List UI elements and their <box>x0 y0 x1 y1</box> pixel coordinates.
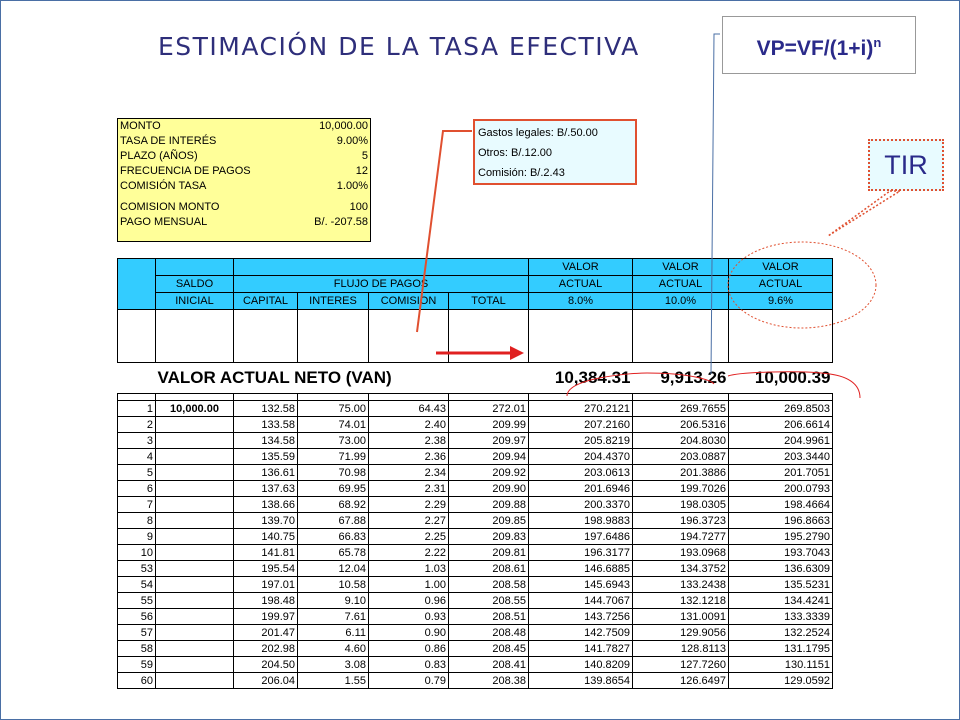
cell-capital: 202.98 <box>234 641 298 657</box>
cell-va-9-6: 203.3440 <box>729 449 833 465</box>
param-label: FRECUENCIA DE PAGOS <box>120 165 251 177</box>
cell-total: 208.45 <box>449 641 529 657</box>
cell-comision: 2.40 <box>369 417 449 433</box>
cell-period: 60 <box>118 673 156 689</box>
cell-va-9-6: 195.2790 <box>729 529 833 545</box>
cell-va-10: 131.0091 <box>633 609 729 625</box>
tir-highlight-ellipse <box>728 242 876 328</box>
cell-va-8: 145.6943 <box>529 577 633 593</box>
van-label: VALOR ACTUAL NETO (VAN) <box>118 363 529 394</box>
cell-total: 209.83 <box>449 529 529 545</box>
cell-va-10: 203.0887 <box>633 449 729 465</box>
cell-va-10: 204.8030 <box>633 433 729 449</box>
cell-period: 9 <box>118 529 156 545</box>
cell-comision: 64.43 <box>369 401 449 417</box>
cell-total: 208.48 <box>449 625 529 641</box>
cell-interes: 66.83 <box>298 529 369 545</box>
cell-va-10: 201.3886 <box>633 465 729 481</box>
cell-va-9-6: 133.3339 <box>729 609 833 625</box>
cell-comision: 0.86 <box>369 641 449 657</box>
cell-capital: 132.58 <box>234 401 298 417</box>
param-value: 1.00% <box>336 180 368 192</box>
cell-capital: 135.59 <box>234 449 298 465</box>
cell-capital: 140.75 <box>234 529 298 545</box>
cell-interes: 73.00 <box>298 433 369 449</box>
cell-va-8: 140.8209 <box>529 657 633 673</box>
cell-comision: 2.31 <box>369 481 449 497</box>
cell-interes: 68.92 <box>298 497 369 513</box>
param-label: COMISIÓN TASA <box>120 180 207 192</box>
cell-va-8: 203.0613 <box>529 465 633 481</box>
cell-total: 208.38 <box>449 673 529 689</box>
cell-comision: 2.27 <box>369 513 449 529</box>
cell-va-8: 201.6946 <box>529 481 633 497</box>
cell-interes: 4.60 <box>298 641 369 657</box>
cell-va-9-6: 193.7043 <box>729 545 833 561</box>
cell-period: 2 <box>118 417 156 433</box>
cell-interes: 9.10 <box>298 593 369 609</box>
cell-capital: 133.58 <box>234 417 298 433</box>
van-arrowhead <box>510 346 524 360</box>
cell-total: 209.97 <box>449 433 529 449</box>
cell-va-10: 193.0968 <box>633 545 729 561</box>
header-va-10: VALOR <box>633 259 729 276</box>
cell-va-9-6: 204.9961 <box>729 433 833 449</box>
param-label: PLAZO (AÑOS) <box>120 150 198 162</box>
cell-va-8: 139.8654 <box>529 673 633 689</box>
cell-total: 209.92 <box>449 465 529 481</box>
bracket-mark <box>728 372 860 398</box>
cell-period: 55 <box>118 593 156 609</box>
cell-period: 10 <box>118 545 156 561</box>
bracket-mark <box>567 373 714 396</box>
cell-comision: 2.34 <box>369 465 449 481</box>
cell-total: 209.99 <box>449 417 529 433</box>
cell-va-9-6: 129.0592 <box>729 673 833 689</box>
cell-va-9-6: 206.6614 <box>729 417 833 433</box>
cell-interes: 74.01 <box>298 417 369 433</box>
cell-period: 54 <box>118 577 156 593</box>
cell-capital: 197.01 <box>234 577 298 593</box>
cell-va-8: 270.2121 <box>529 401 633 417</box>
param-label: PAGO MENSUAL <box>120 216 208 228</box>
cell-total: 208.55 <box>449 593 529 609</box>
cell-interes: 7.61 <box>298 609 369 625</box>
cell-capital: 137.63 <box>234 481 298 497</box>
cell-saldo-inicial: 10,000.00 <box>156 401 234 417</box>
cost-item: Comisión: B/.2.43 <box>478 167 565 179</box>
cell-period: 7 <box>118 497 156 513</box>
header-va-9-6: VALOR <box>729 259 833 276</box>
van-value-10: 9,913.26 <box>633 363 729 394</box>
cell-comision: 0.90 <box>369 625 449 641</box>
cell-capital: 204.50 <box>234 657 298 673</box>
cell-comision: 0.83 <box>369 657 449 673</box>
cell-va-10: 126.6497 <box>633 673 729 689</box>
cell-total: 208.51 <box>449 609 529 625</box>
cell-interes: 75.00 <box>298 401 369 417</box>
param-label: COMISION MONTO <box>120 201 220 213</box>
cell-period: 5 <box>118 465 156 481</box>
header-flujo: FLUJO DE PAGOS <box>234 276 529 293</box>
cell-comision: 2.22 <box>369 545 449 561</box>
param-value: 100 <box>349 201 368 213</box>
cell-va-10: 206.5316 <box>633 417 729 433</box>
cell-va-10: 269.7655 <box>633 401 729 417</box>
cell-va-10: 127.7260 <box>633 657 729 673</box>
cell-capital: 195.54 <box>234 561 298 577</box>
cell-va-9-6: 134.4241 <box>729 593 833 609</box>
cell-va-9-6: 131.1795 <box>729 641 833 657</box>
cell-period: 58 <box>118 641 156 657</box>
cell-period: 3 <box>118 433 156 449</box>
cell-comision: 2.29 <box>369 497 449 513</box>
cell-interes: 67.88 <box>298 513 369 529</box>
cell-va-10: 199.7026 <box>633 481 729 497</box>
formula-exponent: n <box>873 35 882 50</box>
cell-interes: 65.78 <box>298 545 369 561</box>
cell-va-10: 134.3752 <box>633 561 729 577</box>
cell-va-8: 143.7256 <box>529 609 633 625</box>
param-value: 12 <box>355 165 368 177</box>
cell-va-8: 196.3177 <box>529 545 633 561</box>
cell-capital: 136.61 <box>234 465 298 481</box>
cell-comision: 1.03 <box>369 561 449 577</box>
cell-va-8: 205.8219 <box>529 433 633 449</box>
param-label: MONTO <box>120 120 161 132</box>
cell-va-9-6: 136.6309 <box>729 561 833 577</box>
cell-va-9-6: 196.8663 <box>729 513 833 529</box>
slide-title: ESTIMACIÓN DE LA TASA EFECTIVA <box>158 32 640 61</box>
note-pointer-line <box>417 131 472 332</box>
header-va-8: ACTUAL <box>529 276 633 293</box>
cell-va-8: 198.9883 <box>529 513 633 529</box>
cell-interes: 10.58 <box>298 577 369 593</box>
cell-total: 272.01 <box>449 401 529 417</box>
cell-interes: 12.04 <box>298 561 369 577</box>
cell-comision: 0.79 <box>369 673 449 689</box>
cell-va-8: 197.6486 <box>529 529 633 545</box>
cell-va-10: 129.9056 <box>633 625 729 641</box>
param-value: 5 <box>361 150 368 162</box>
tir-callout: TIR <box>868 139 944 191</box>
cell-interes: 71.99 <box>298 449 369 465</box>
cell-va-9-6: 269.8503 <box>729 401 833 417</box>
cell-va-10: 198.0305 <box>633 497 729 513</box>
cell-va-9-6: 130.1151 <box>729 657 833 673</box>
cell-va-10: 132.1218 <box>633 593 729 609</box>
cell-va-10: 194.7277 <box>633 529 729 545</box>
cell-total: 209.94 <box>449 449 529 465</box>
header-va-10: ACTUAL <box>633 276 729 293</box>
cell-comision: 1.00 <box>369 577 449 593</box>
header-saldo: SALDO <box>156 276 234 293</box>
cell-va-8: 207.2160 <box>529 417 633 433</box>
cell-va-9-6: 198.4664 <box>729 497 833 513</box>
header-va-9-6: ACTUAL <box>729 276 833 293</box>
cell-va-8: 146.6885 <box>529 561 633 577</box>
cell-period: 6 <box>118 481 156 497</box>
cell-capital: 139.70 <box>234 513 298 529</box>
cell-capital: 199.97 <box>234 609 298 625</box>
cell-va-9-6: 200.0793 <box>729 481 833 497</box>
header-va-8: 8.0% <box>529 293 633 310</box>
header-capital: CAPITAL <box>234 293 298 310</box>
cell-va-10: 133.2438 <box>633 577 729 593</box>
cell-va-8: 141.7827 <box>529 641 633 657</box>
cell-interes: 69.95 <box>298 481 369 497</box>
cell-period: 53 <box>118 561 156 577</box>
cell-comision: 2.25 <box>369 529 449 545</box>
cell-total: 209.85 <box>449 513 529 529</box>
header-saldo: INICIAL <box>156 293 234 310</box>
cell-va-8: 204.4370 <box>529 449 633 465</box>
van-value-8: 10,384.31 <box>529 363 633 394</box>
cell-va-9-6: 135.5231 <box>729 577 833 593</box>
header-comision: COMISION <box>369 293 449 310</box>
cell-va-9-6: 201.7051 <box>729 465 833 481</box>
cell-period: 59 <box>118 657 156 673</box>
cell-interes: 6.11 <box>298 625 369 641</box>
cell-va-10: 128.8113 <box>633 641 729 657</box>
cell-interes: 1.55 <box>298 673 369 689</box>
formula-pointer-line <box>711 34 720 374</box>
cell-total: 209.90 <box>449 481 529 497</box>
header-va-9-6: 9.6% <box>729 293 833 310</box>
cost-item: Otros: B/.12.00 <box>478 147 552 159</box>
param-label: TASA DE INTERÉS <box>120 135 217 147</box>
param-value: 10,000.00 <box>319 120 368 132</box>
cell-total: 209.81 <box>449 545 529 561</box>
cell-capital: 201.47 <box>234 625 298 641</box>
cell-va-10: 196.3723 <box>633 513 729 529</box>
cell-comision: 0.93 <box>369 609 449 625</box>
cell-capital: 206.04 <box>234 673 298 689</box>
cell-total: 209.88 <box>449 497 529 513</box>
cell-va-8: 142.7509 <box>529 625 633 641</box>
cell-comision: 2.36 <box>369 449 449 465</box>
cell-period: 4 <box>118 449 156 465</box>
header-total: TOTAL <box>449 293 529 310</box>
cost-item: Gastos legales: B/.50.00 <box>478 127 598 139</box>
cell-period: 1 <box>118 401 156 417</box>
cell-comision: 2.38 <box>369 433 449 449</box>
header-va-10: 10.0% <box>633 293 729 310</box>
van-value-9-6: 10,000.39 <box>729 363 833 394</box>
tir-callout-tail <box>828 191 900 236</box>
cell-va-9-6: 132.2524 <box>729 625 833 641</box>
cell-interes: 3.08 <box>298 657 369 673</box>
cell-capital: 134.58 <box>234 433 298 449</box>
cell-period: 57 <box>118 625 156 641</box>
header-interes: INTERES <box>298 293 369 310</box>
cell-period: 8 <box>118 513 156 529</box>
header-va-8: VALOR <box>529 259 633 276</box>
formula-base: VP=VF/(1+i) <box>756 37 874 60</box>
cell-va-8: 144.7067 <box>529 593 633 609</box>
param-value: 9.00% <box>336 135 368 147</box>
cell-capital: 141.81 <box>234 545 298 561</box>
cell-period: 56 <box>118 609 156 625</box>
cell-total: 208.61 <box>449 561 529 577</box>
cell-comision: 0.96 <box>369 593 449 609</box>
cell-interes: 70.98 <box>298 465 369 481</box>
cell-capital: 198.48 <box>234 593 298 609</box>
cell-capital: 138.66 <box>234 497 298 513</box>
cell-total: 208.41 <box>449 657 529 673</box>
cell-va-8: 200.3370 <box>529 497 633 513</box>
cell-total: 208.58 <box>449 577 529 593</box>
param-value: B/. -207.58 <box>314 216 368 228</box>
